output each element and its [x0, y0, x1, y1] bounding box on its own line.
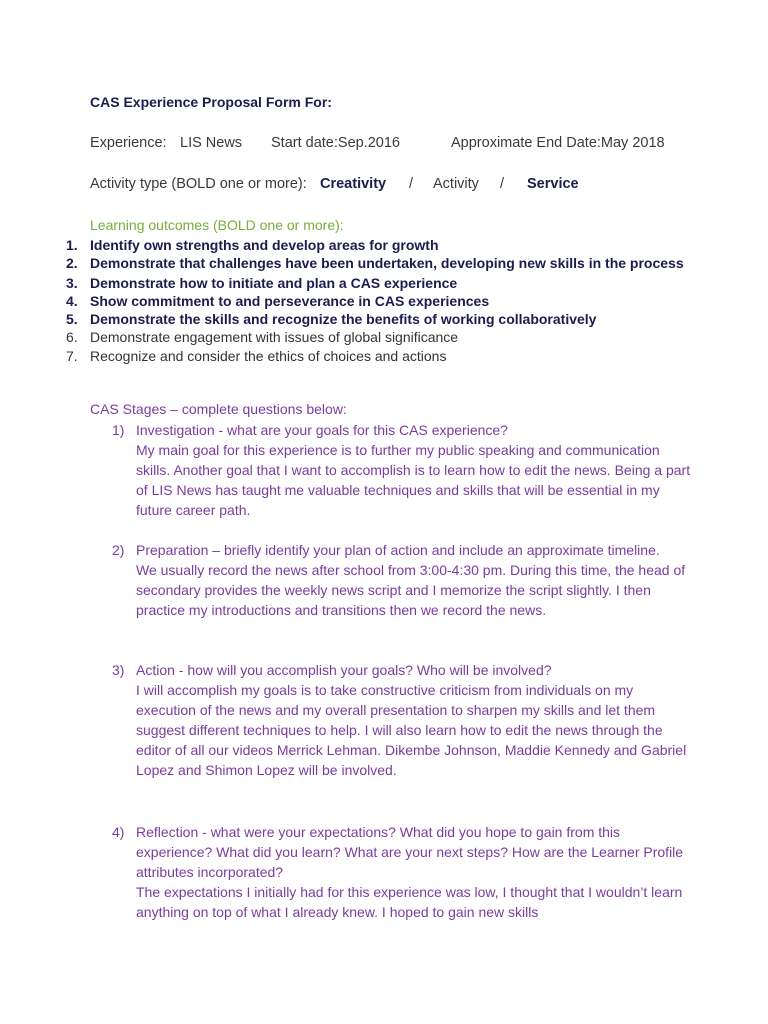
experience-value: LIS News: [180, 135, 243, 151]
stage-investigation: [112, 420, 692, 520]
outcome-item: 5. Demonstrate the skills and recognize the benefits of working collaboratively: [66, 311, 597, 327]
form-title: CAS Experience Proposal Form For:: [90, 94, 332, 110]
stage-number: 1): [112, 422, 125, 438]
experience-label: Experience:: [90, 135, 167, 151]
stage-number: 2): [112, 542, 125, 558]
outcomes-heading: Learning outcomes (BOLD one or more):: [90, 217, 344, 233]
stage-question: Investigation - what are your goals for this CAS experience?: [136, 422, 508, 438]
outcome-item: 2. Demonstrate that challenges have been undertaken, developing new skills in the process: [66, 255, 684, 271]
activity-service: Service: [527, 176, 579, 192]
stage-action: [112, 660, 692, 780]
outcome-item: 4. Show commitment to and perseverance in CAS experiences: [66, 293, 490, 309]
activity-separator: /: [409, 176, 414, 192]
stages-heading: CAS Stages – complete questions below:: [90, 401, 347, 417]
outcome-item: 1. Identify own strengths and develop areas for growth: [66, 237, 439, 253]
end-date: Approximate End Date:May 2018: [451, 135, 665, 151]
stage-reflection: [112, 822, 692, 922]
stage-number: 3): [112, 662, 125, 678]
stage-question: Action - how will you accomplish your goals? Who will be involved?: [136, 662, 552, 678]
stage-question: Preparation – briefly identify your plan of action and include an approximate timeline.: [136, 542, 660, 558]
stage-preparation: [112, 540, 692, 620]
stage-question: Reflection - what were your expectations? What did you hope to gain from this experience? What did you learn? What are your next steps? How are the Learner Profile attributes incorporated?: [136, 824, 684, 880]
start-date: Start date:Sep.2016: [271, 135, 400, 151]
activity-type-label: Activity type (BOLD one or more):: [90, 176, 307, 192]
outcome-item: 7. Recognize and consider the ethics of choices and actions: [66, 348, 447, 364]
activity-creativity: Creativity: [320, 176, 387, 192]
outcome-item: 3. Demonstrate how to initiate and plan a CAS experience: [66, 275, 458, 291]
stage-answer: The expectations I initially had for this experience was low, I thought that I wouldn’t learn anything on top of what I already knew. I hoped to gain new skills: [136, 884, 683, 920]
outcomes-list: [66, 236, 710, 365]
activity-separator: /: [500, 176, 505, 192]
outcome-item: 6. Demonstrate engagement with issues of global significance: [66, 329, 459, 345]
stage-answer: I will accomplish my goals is to take constructive criticism from individuals on my execution of the news and my overall presentation to sharpen my skills and let them suggest different techniques to help. I will also learn how to edit the news through the editor of all our videos Merrick Lehman. Dikembe Johnson, Maddie Kennedy and Gabriel Lopez and Shimon Lopez will be involved.: [136, 682, 687, 778]
activity-activity: Activity: [433, 176, 479, 192]
stage-answer: We usually record the news after school from 3:00-4:30 pm. During this time, the head of secondary provides the weekly news script and I memorize the script slightly. I then practice my introductions and transitions then we record the news.: [136, 562, 686, 618]
stage-number: 4): [112, 824, 125, 840]
stage-answer: My main goal for this experience is to further my public speaking and communication skills. Another goal that I want to accomplish is to learn how to edit the news. Being a part of LIS News has taught me valuable techniques and skills that will be essential in my future career path.: [136, 442, 691, 518]
